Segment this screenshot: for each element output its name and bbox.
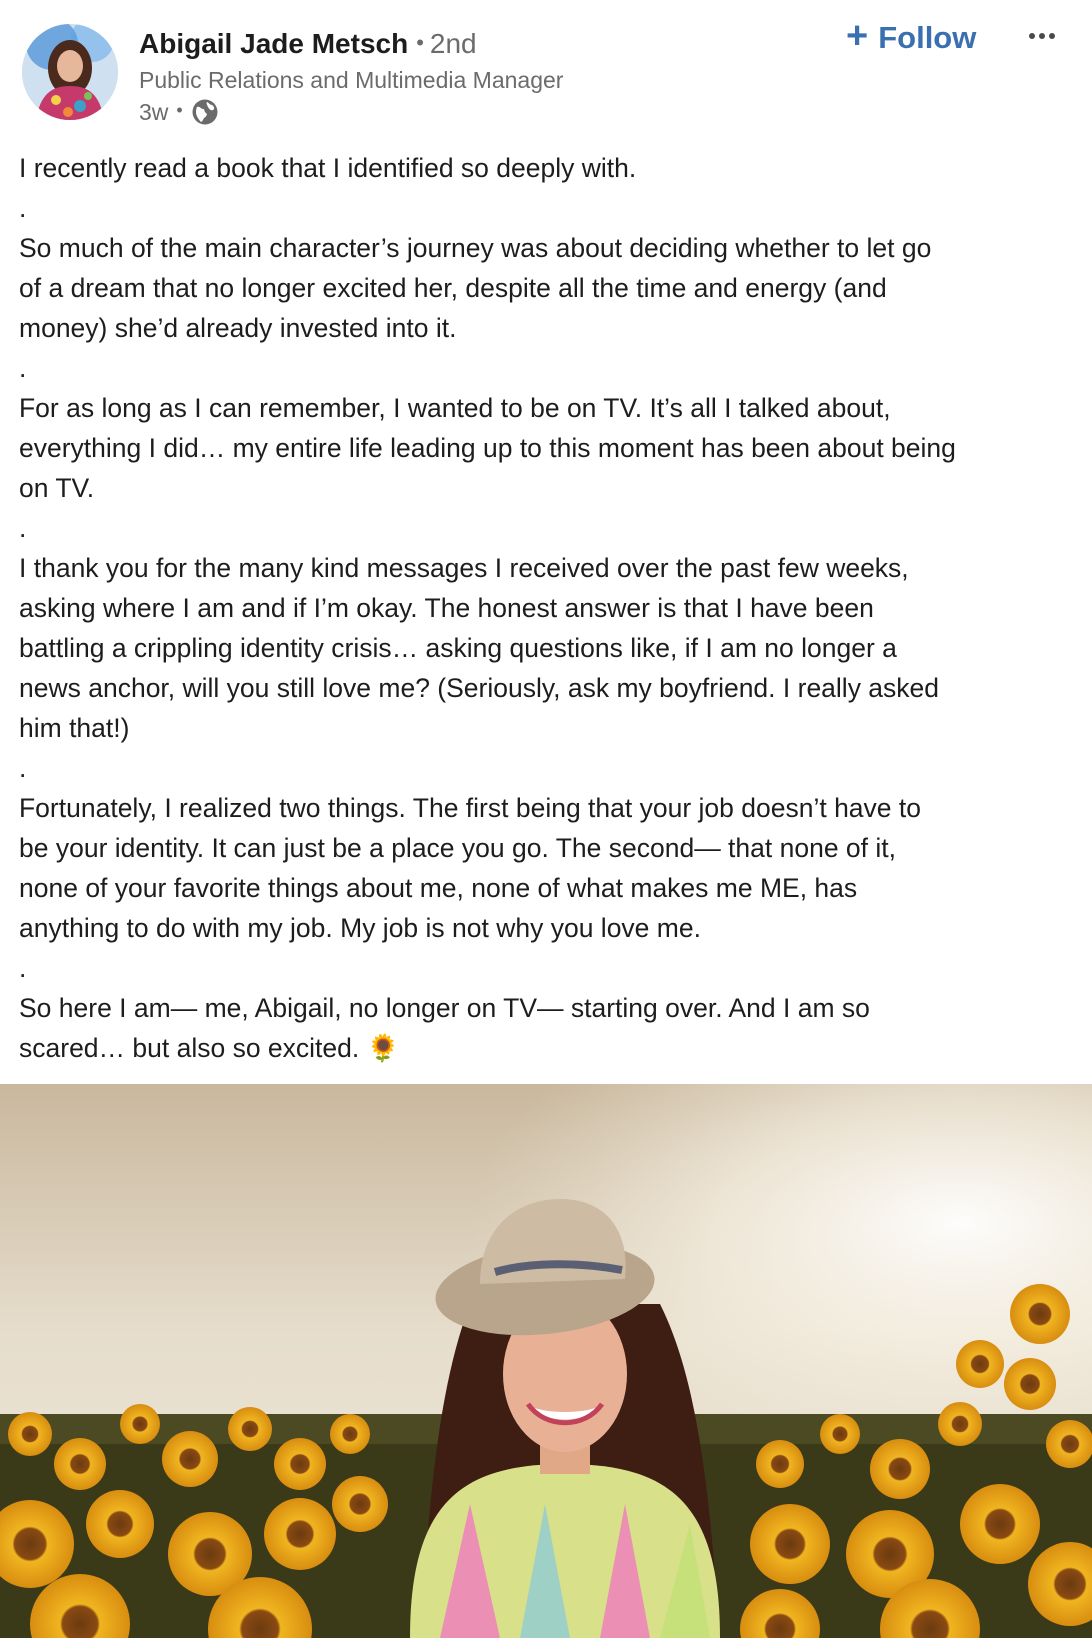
body-line: I thank you for the many kind messages I received over the past few weeks, <box>19 553 909 583</box>
body-line: I recently read a book that I identified so deeply with. <box>19 153 637 183</box>
post-header <box>0 0 1092 140</box>
body-line: scared… but also so excited. 🌻 <box>19 1033 400 1063</box>
follow-label: Follow <box>878 20 977 55</box>
post-time: 3w <box>139 99 169 125</box>
body-line: him that!) <box>19 713 130 743</box>
body-line: money) she’d already invested into it. <box>19 313 457 343</box>
body-line: everything I did… my entire life leading up to this moment has been about being <box>19 433 956 463</box>
avatar-image <box>22 24 118 120</box>
connection-degree: 2nd <box>429 28 477 59</box>
body-line: For as long as I can remember, I wanted to be on TV. It’s all I talked about, <box>19 393 891 423</box>
body-line: of a dream that no longer excited her, despite all the time and energy (and <box>19 273 887 303</box>
post-body <box>19 148 1079 1068</box>
body-line: be your identity. It can just be a place you go. The second— that none of it, <box>19 833 897 863</box>
body-line: Fortunately, I realized two things. The first being that your job doesn’t have to <box>19 793 921 823</box>
ellipsis-icon[interactable] <box>1024 18 1060 54</box>
body-line: asking where I am and if I’m okay. The honest answer is that I have been <box>19 593 874 623</box>
plus-icon: + <box>846 14 869 57</box>
body-line: anything to do with my job. My job is not why you love me. <box>19 913 701 943</box>
body-line: . <box>19 953 27 983</box>
body-line: on TV. <box>19 473 95 503</box>
sunflower-field-photo <box>0 1084 1092 1638</box>
post-photo[interactable] <box>0 1084 1092 1638</box>
body-line: . <box>19 353 27 383</box>
separator-dot: • <box>416 30 424 55</box>
body-line: news anchor, will you still love me? (Seriously, ask my boyfriend. I really asked <box>19 673 940 703</box>
author-line <box>139 24 477 66</box>
body-line: So here I am— me, Abigail, no longer on TV— starting over. And I am so <box>19 993 870 1023</box>
body-line: none of your favorite things about me, none of what makes me ME, has <box>19 873 858 903</box>
post-meta <box>139 96 219 128</box>
separator-dot: • <box>176 100 183 120</box>
globe-icon <box>191 98 219 126</box>
body-line: battling a crippling identity crisis… asking questions like, if I am no longer a <box>19 633 897 663</box>
avatar[interactable] <box>22 24 118 120</box>
body-line: . <box>19 193 27 223</box>
follow-button[interactable] <box>846 16 976 60</box>
author-name[interactable]: Abigail Jade Metsch <box>139 28 409 59</box>
author-headline: Public Relations and Multimedia Manager <box>139 67 564 93</box>
body-line: . <box>19 753 27 783</box>
body-line: So much of the main character’s journey was about deciding whether to let go <box>19 233 932 263</box>
body-line: . <box>19 513 27 543</box>
